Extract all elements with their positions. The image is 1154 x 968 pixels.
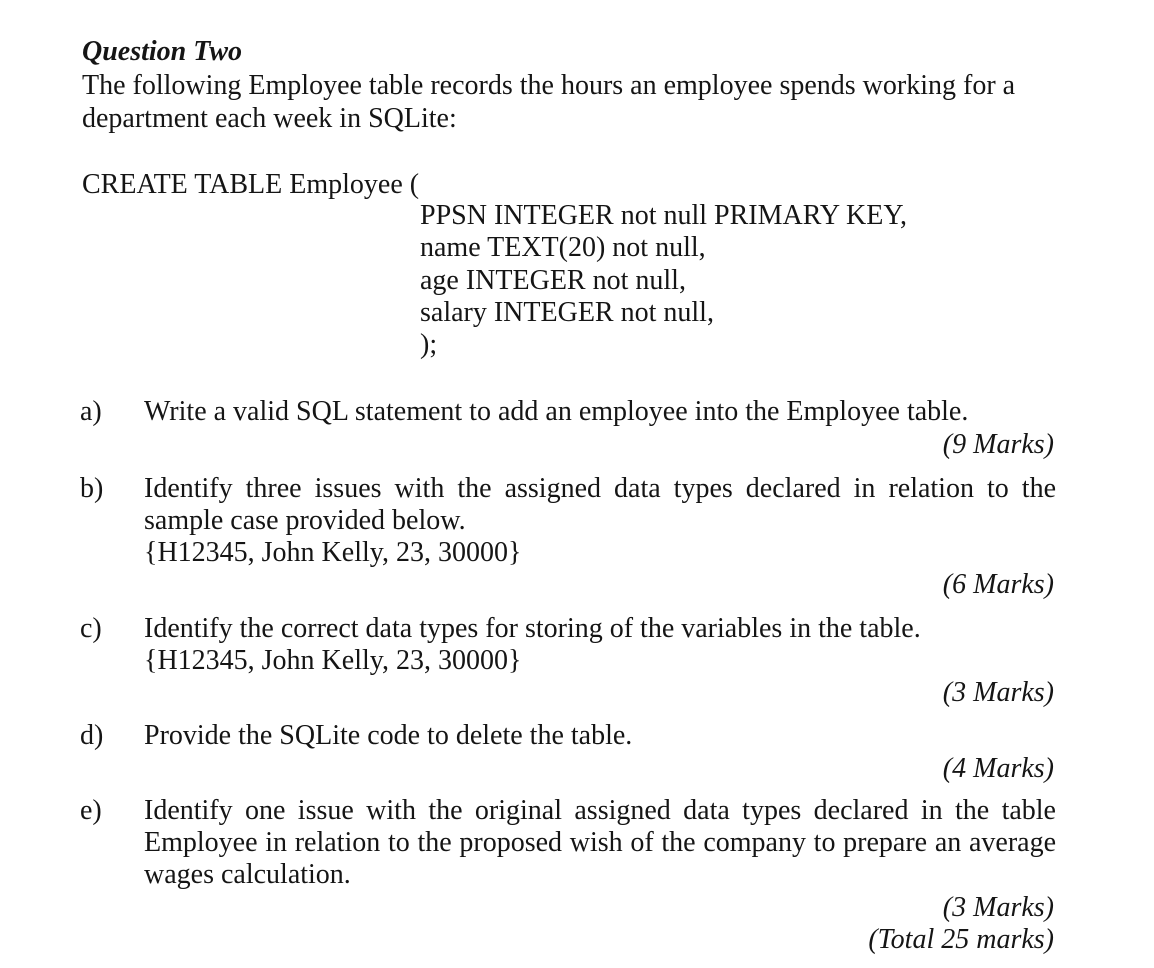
question-b-text	[144, 473, 1056, 569]
total-marks: (Total 25 marks)	[868, 924, 1054, 955]
intro-line: The following Employee table records the hours an employee spends working for a	[82, 70, 1016, 101]
question-d-text	[144, 720, 1056, 752]
column-definition-salary: salary INTEGER not null,	[420, 296, 714, 328]
question-line: Employee in relation to the proposed wish of the company to prepare an average	[144, 827, 1056, 858]
column-definition-age: age INTEGER not null,	[420, 264, 686, 296]
create-table-statement: CREATE TABLE Employee (	[82, 169, 420, 200]
question-line: Identify one issue with the original assigned data types declared in the table	[144, 795, 1056, 826]
question-a-letter: a)	[80, 396, 102, 427]
column-definition-name: name TEXT(20) not null,	[420, 232, 706, 264]
question-c-text	[144, 613, 1056, 677]
question-e-marks: (3 Marks)	[942, 892, 1054, 923]
table-column-definitions	[420, 200, 907, 361]
statement-close: );	[420, 329, 438, 361]
question-b-letter: b)	[80, 473, 104, 504]
intro-line: department each week in SQLite:	[82, 103, 457, 134]
column-definition-ppsn: PPSN INTEGER not null PRIMARY KEY,	[420, 200, 907, 231]
question-title: Question Two	[82, 36, 242, 67]
question-d-marks: (4 Marks)	[942, 753, 1054, 784]
question-c-letter: c)	[80, 613, 102, 644]
question-line: Identify three issues with the assigned data types declared in relation to the	[144, 473, 1056, 504]
question-line: Identify the correct data types for storing of the variables in the table.	[144, 613, 921, 644]
question-c-marks: (3 Marks)	[942, 677, 1054, 708]
question-e-letter: e)	[80, 795, 102, 826]
question-intro	[82, 69, 1062, 135]
question-line: Write a valid SQL statement to add an employee into the Employee table.	[144, 396, 969, 427]
question-line: sample case provided below.	[144, 505, 466, 536]
question-line: wages calculation.	[144, 859, 351, 890]
question-d-letter: d)	[80, 720, 104, 751]
sample-case: {H12345, John Kelly, 23, 30000}	[144, 645, 522, 676]
question-line: Provide the SQLite code to delete the table.	[144, 720, 633, 751]
question-a-text	[144, 396, 1056, 428]
sample-case: {H12345, John Kelly, 23, 30000}	[144, 537, 522, 568]
question-e-text	[144, 795, 1056, 891]
question-a-marks: (9 Marks)	[942, 429, 1054, 460]
question-b-marks: (6 Marks)	[942, 569, 1054, 600]
